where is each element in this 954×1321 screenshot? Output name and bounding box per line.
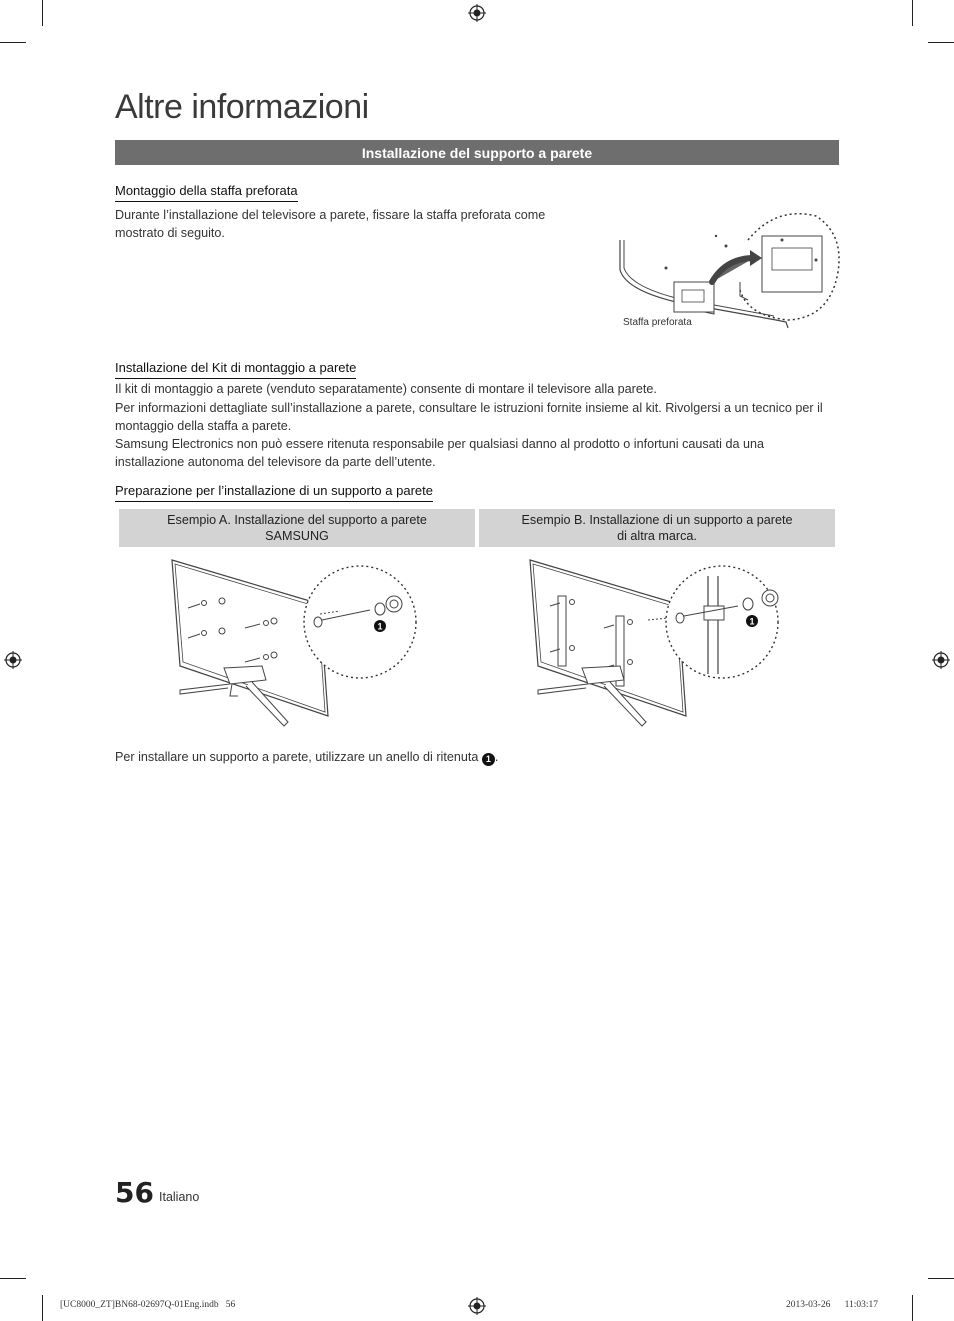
registration-mark-icon xyxy=(468,4,486,22)
crop-mark xyxy=(912,1295,913,1321)
crop-mark xyxy=(912,0,913,26)
footer-filename: [UC8000_ZT]BN68-02697Q-01Eng.indb 56 xyxy=(60,1300,236,1310)
kit-paragraph-2: Per informazioni dettagliate sull’installazione a parete, consultare le istruzioni fornite insieme al kit. Rivolgersi a un tecnico per il montaggio della staffa a parete. xyxy=(115,401,823,433)
section-title-bar: Installazione del supporto a parete xyxy=(115,140,839,165)
example-a-line-1: Esempio A. Installazione del supporto a parete xyxy=(167,513,427,527)
crop-mark xyxy=(928,42,954,43)
example-b-illustration xyxy=(528,556,790,731)
crop-mark xyxy=(42,0,43,26)
subheading-kit: Installazione del Kit di montaggio a parete xyxy=(115,360,356,379)
callout-number-b: 1 xyxy=(749,616,755,627)
kit-paragraph-3: Samsung Electronics non può essere ritenuta responsabile per qualsiasi danno al prodotto o infortuni causati da una installazione autonoma del televisore da parte dell’utente. xyxy=(115,437,764,469)
note-text: Per installare un supporto a parete, utilizzare un anello di ritenuta xyxy=(115,750,479,764)
kit-paragraph-1: Il kit di montaggio a parete (venduto separatamente) consente di montare il televisore alla parete. xyxy=(115,382,657,396)
page-number: 56 xyxy=(115,1176,154,1209)
example-a-line-2: SAMSUNG xyxy=(265,529,329,543)
retaining-ring-note xyxy=(115,749,498,767)
example-b-line-1: Esempio B. Installazione di un supporto a parete xyxy=(521,513,793,527)
callout-number-a: 1 xyxy=(377,621,383,632)
crop-mark xyxy=(42,1295,43,1321)
figure-label: Staffa preforata xyxy=(623,317,692,328)
callout-number-note: 1 xyxy=(482,753,495,766)
crop-mark xyxy=(928,1278,954,1279)
example-b-line-2: di altra marca. xyxy=(617,529,697,543)
subheading-preparation: Preparazione per l’installazione di un supporto a parete xyxy=(115,483,433,502)
bracket-paragraph: Durante l’installazione del televisore a parete, fissare la staffa preforata come mostrato di seguito. xyxy=(115,208,546,240)
subheading-bracket: Montaggio della staffa preforata xyxy=(115,183,298,202)
registration-mark-icon xyxy=(932,651,950,669)
crop-mark xyxy=(0,1278,26,1279)
note-end: . xyxy=(494,750,499,764)
example-a-illustration xyxy=(170,556,430,731)
crop-mark xyxy=(0,42,26,43)
page-title: Altre informazioni xyxy=(115,88,369,126)
example-b-header xyxy=(479,509,835,547)
registration-mark-icon xyxy=(468,1297,486,1315)
page-language: Italiano xyxy=(159,1190,200,1204)
example-a-header xyxy=(119,509,475,547)
registration-mark-icon xyxy=(4,651,22,669)
footer-timestamp: 2013-03-26 11:03:17 xyxy=(786,1300,879,1310)
